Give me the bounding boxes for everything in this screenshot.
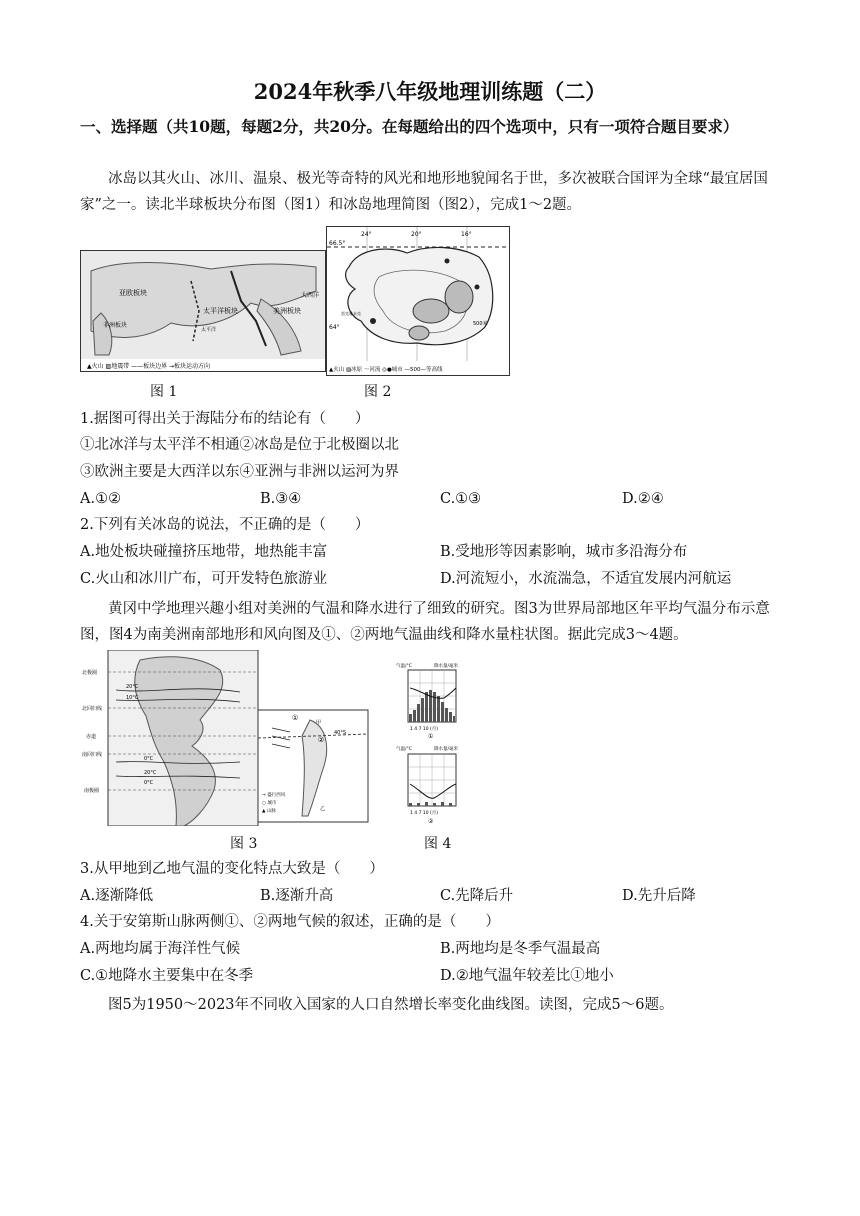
figure-1-legend: ▲火山 ▨地震带 ——板块边界 →板块运动方向: [87, 363, 211, 370]
isotherm-20-north: 20°C: [126, 684, 139, 690]
q3-option-b[interactable]: B.逐渐升高: [260, 888, 334, 904]
intro-paragraph-1: 冰岛以其火山、冰川、温泉、极光等奇特的风光和地形地貌闻名于世，多次被联合国评为全球“最宜居国家”之一。读北半球板块分布图（图1）和冰岛地理简图（图2），完成1～2题。: [80, 171, 768, 213]
s-tropic-label: 南回归线: [82, 752, 103, 758]
q4-option-b[interactable]: B.两地均是冬季气温最高: [440, 941, 601, 957]
figure-4-climate-charts: [394, 660, 476, 832]
q2-stem: 2.下列有关冰岛的说法，不正确的是（ ）: [80, 517, 370, 533]
chart2-prec-title: 降水量/毫米: [434, 747, 459, 752]
q3-option-d[interactable]: D.先升后降: [622, 888, 696, 904]
lon-24-label: 24°: [361, 231, 372, 238]
q1-option-a[interactable]: A.①②: [80, 491, 122, 507]
figure-1-plate-map: [80, 250, 326, 372]
contour-label: 500米: [473, 321, 488, 327]
isotherm-0b-south: 0°C: [144, 780, 154, 786]
chart1-prec-title: 降水量/毫米: [434, 664, 459, 669]
lat-40s-label: 40°S: [334, 730, 347, 736]
america-plate-label: 美洲板块: [273, 307, 301, 315]
legend-mountain: ▲ 山脉: [262, 809, 276, 814]
figure-2-iceland-map: [326, 226, 510, 376]
figure-3-americas-map: [80, 650, 370, 826]
n-tropic-label: 北回归线: [82, 706, 103, 712]
s-arctic-label: 南极圈: [84, 788, 100, 794]
section-heading: 一、选择题（共10题，每题2分，共20分。在每题给出的四个选项中，只有一项符合题目要求）: [80, 117, 739, 136]
chart1-months: 1 4 7 10 (月): [410, 727, 439, 732]
city-label: 雷克雅未克: [341, 311, 361, 316]
q1-option-b[interactable]: B.③④: [260, 491, 302, 507]
chart1-temp-title: 气温/°C: [396, 664, 412, 669]
intro-paragraph-2: 黄冈中学地理兴趣小组对美洲的气温和降水进行了细致的研究。图3为世界局部地区年平均气温分布示意图，图4为南美洲南部地形和风向图及①、②两地气温曲线和降水量柱状图。据此完成3～4题。: [80, 601, 770, 643]
q1-stem: 1.据图可得出关于海陆分布的结论有（ ）: [80, 411, 370, 427]
q4-stem: 4.关于安第斯山脉两侧①、②两地气候的叙述，正确的是（ ）: [80, 914, 500, 930]
eurasia-label: 亚欧板块: [119, 289, 147, 297]
q1-statement-line-2: ③欧洲主要是大西洋以东④亚洲与非洲以运河为界: [80, 464, 399, 480]
q2-option-b[interactable]: B.受地形等因素影响，城市多沿海分布: [440, 544, 688, 560]
africa-plate-label: 非洲板块: [103, 322, 128, 329]
n-arctic-label: 北极圈: [82, 670, 98, 676]
lon-20-label: 20°: [411, 231, 422, 238]
lon-16-label: 16°: [461, 231, 472, 238]
chart2-mark: ②: [428, 818, 434, 825]
q2-option-d[interactable]: D.河流短小，水流湍急，不适宜发展内河航运: [440, 571, 732, 587]
chart2-temp-title: 气温/°C: [396, 747, 412, 752]
jia-label: 甲: [316, 720, 322, 726]
pacific-plate-label: 太平洋板块: [203, 307, 238, 315]
pacific-ocean-label: 太平洋: [201, 327, 217, 333]
q3-option-c[interactable]: C.先降后升: [440, 888, 514, 904]
q4-option-d[interactable]: D.②地气温年较差比①地小: [440, 968, 614, 984]
chart1-mark: ①: [428, 733, 434, 740]
q4-option-c[interactable]: C.①地降水主要集中在冬季: [80, 968, 254, 984]
legend-city: ○ 城市: [262, 801, 277, 806]
q3-option-a[interactable]: A.逐渐降低: [80, 888, 154, 904]
figure-2-caption: 图 2: [364, 384, 392, 400]
isotherm-10-north: 10°C: [126, 695, 139, 701]
point-1-label: ①: [292, 714, 299, 722]
atlantic-label: 大西洋: [301, 292, 320, 299]
figure-1-caption: 图 1: [150, 384, 178, 400]
isotherm-0-south: 0°C: [144, 756, 154, 762]
intro-paragraph-3: 图5为1950～2023年不同收入国家的人口自然增长率变化曲线图。读图，完成5～6题。: [108, 997, 674, 1013]
q3-stem: 3.从甲地到乙地气温的变化特点大致是（ ）: [80, 861, 384, 877]
figure-2-legend: ▲火山 ▨冰原 ～河流 ◎●城市 —500—等高线: [329, 367, 443, 373]
chart2-months: 1 4 7 10 (月): [410, 811, 439, 816]
figure-3-caption: 图 3: [230, 836, 258, 852]
q4-option-a[interactable]: A.两地均属于海洋性气候: [80, 941, 241, 957]
point-2-label: ②: [318, 736, 325, 744]
q1-statement-line-1: ①北冰洋与太平洋不相通②冰岛是位于北极圈以北: [80, 437, 399, 453]
q1-option-c[interactable]: C.①③: [440, 491, 482, 507]
figure-4-caption: 图 4: [424, 836, 452, 852]
lat-665-label: 66.5°: [329, 240, 346, 247]
q2-option-c[interactable]: C.火山和冰川广布，可开发特色旅游业: [80, 571, 328, 587]
isotherm-20-south: 20°C: [144, 770, 157, 776]
lat-64-label: 64°: [329, 324, 340, 331]
page-title: 2024年秋季八年级地理训练题（二）: [253, 79, 607, 104]
q1-option-d[interactable]: D.②④: [622, 491, 664, 507]
q2-option-a[interactable]: A.地处板块碰撞挤压地带，地热能丰富: [80, 544, 328, 560]
equator-label: 赤道: [86, 734, 97, 740]
legend-westerlies: → 盛行西风: [262, 793, 286, 798]
yi-label: 乙: [320, 806, 326, 812]
